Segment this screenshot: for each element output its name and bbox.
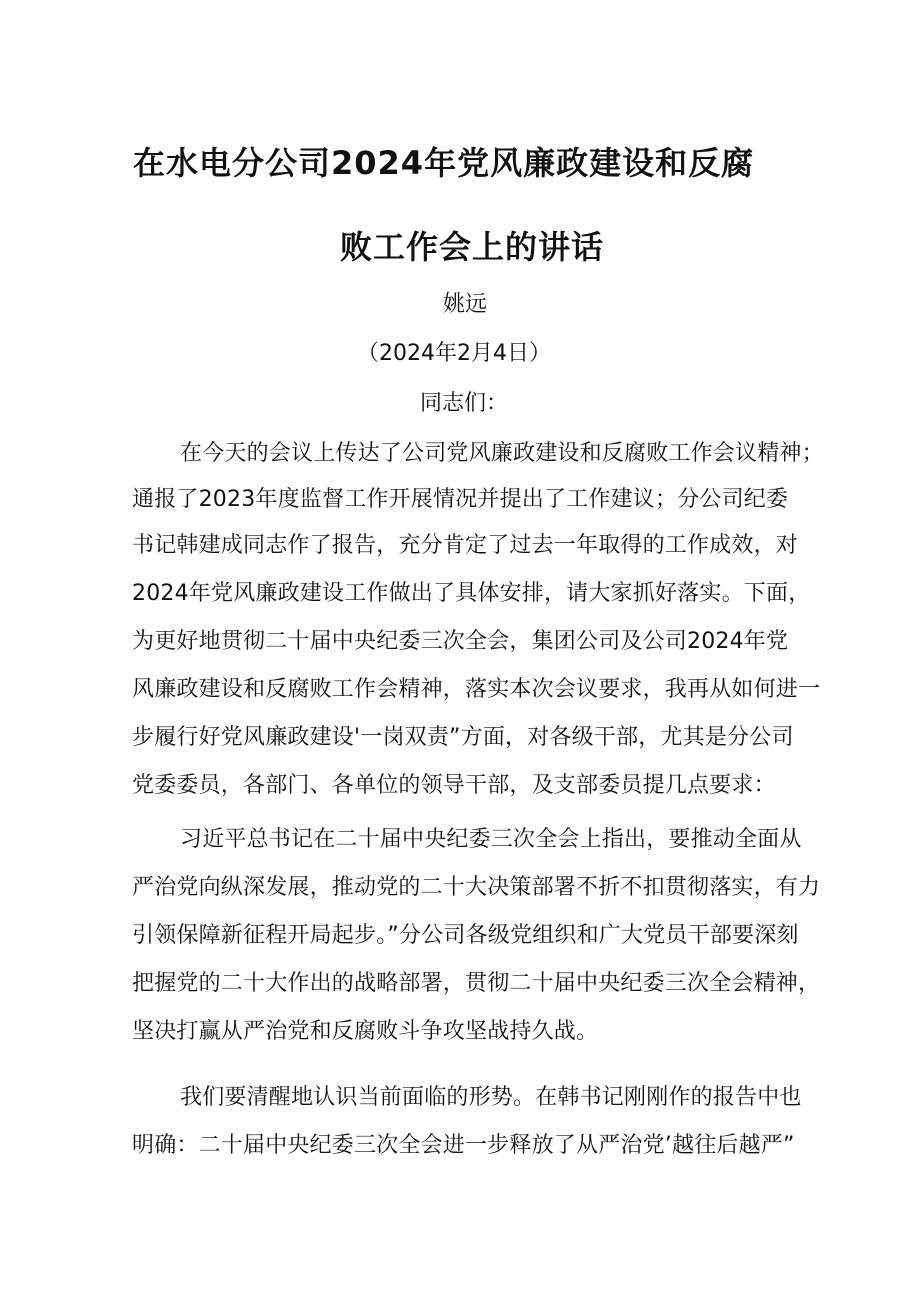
body-line: 书记韩建成同志作了报告，充分肯定了过去一年取得的工作成效，对 [132,533,799,558]
body-line: 2024年党风廉政建设工作做出了具体安排，请大家抓好落实。下面， [132,581,811,606]
body-line: 为更好地贯彻二十届中央纪委三次全会，集团公司及公司2024年党 [132,629,789,654]
body-line: 党委委员，各部门、各单位的领导干部，及支部委员提几点要求： [132,773,776,798]
body-line: 风廉政建设和反腐败工作会精神，落实本次会议要求，我再从如何进一 [132,677,821,702]
body-line: 在今天的会议上传达了公司党风廉政建设和反腐败工作会议精神； [180,441,824,466]
salutation: 同志们： [420,391,509,416]
body-line: 把握党的二十大作出的战略部署，贯彻二十届中央纪委三次全会精神， [132,971,821,996]
body-line: 严治党向纵深发展，推动党的二十大决策部署不折不扣贯彻落实，有力 [132,875,821,900]
document-title-line-1: 在水电分公司2024年党风廉政建设和反腐 [133,144,755,182]
speech-date: （2024年2月4日） [357,341,551,366]
author-name: 姚远 [443,292,488,317]
body-line: 步履行好党风廉政建设'一岗双责”方面，对各级干部，尤其是分公司 [132,725,794,750]
body-line: 习近平总书记在二十届中央纪委三次全会上指出，要推动全面从 [180,827,802,852]
body-line: 坚决打赢从严治党和反腐败斗争攻坚战持久战。 [132,1019,599,1044]
body-line: 引领保障新征程开局起步。”分公司各级党组织和广大党员干部要深刻 [132,923,799,948]
document-title-line-2: 败工作会上的讲话 [340,228,605,266]
body-line: 我们要清醒地认识当前面临的形势。在韩书记刚刚作的报告中也 [180,1085,802,1110]
body-line: 明确：二十届中央纪委三次全会进一步释放了从严治党’越往后越严” [132,1133,795,1158]
body-line: 通报了2023年度监督工作开展情况并提出了工作建议；分公司纪委 [132,487,789,512]
